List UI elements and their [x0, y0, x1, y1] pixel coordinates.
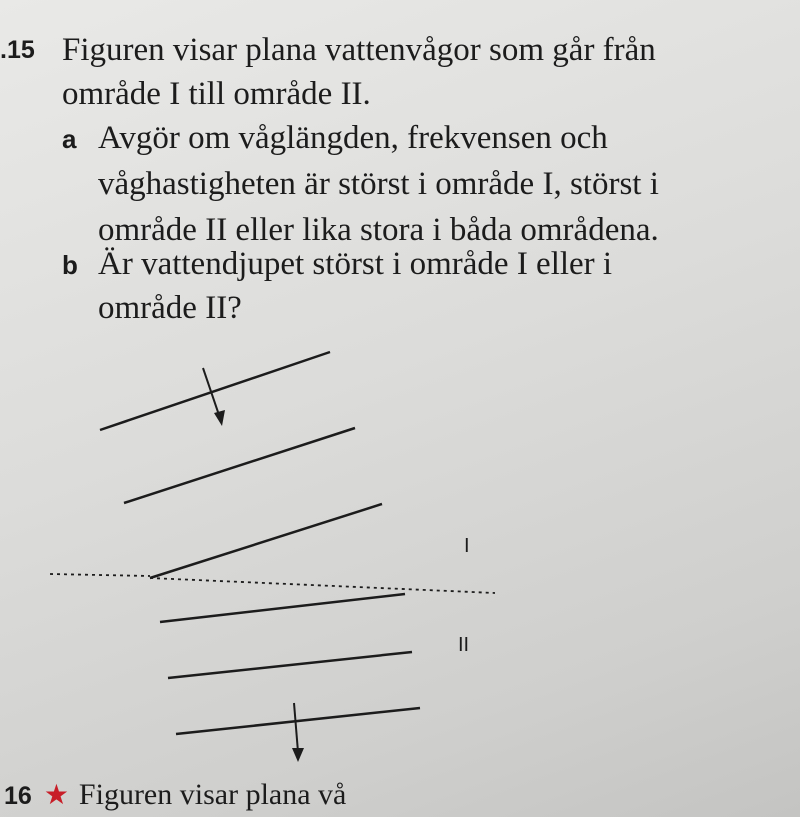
- problem-number: .15: [0, 36, 35, 64]
- wavefront-region-2-c: [176, 708, 420, 734]
- part-b-letter: b: [62, 250, 78, 280]
- part-a-line-1: Avgör om våglängden, frekvensen och: [98, 120, 608, 156]
- wavefront-region-2-b: [168, 652, 412, 678]
- part-a-line-3: område II eller lika stora i båda områdena.: [98, 212, 659, 248]
- part-a-line-2: våghastigheten är störst i område I, störst i: [98, 166, 659, 202]
- boundary-left-dotted: [50, 574, 150, 576]
- region-label-1: I: [464, 535, 470, 557]
- next-problem: [4, 778, 346, 812]
- part-b-line-1: Är vattendjupet störst i område I eller i: [98, 246, 613, 282]
- arrowhead-region-2-icon: [292, 748, 304, 762]
- next-problem-number: 16: [4, 782, 32, 810]
- propagation-ray-region-2: [294, 703, 298, 752]
- wavefront-region-1-c: [150, 504, 382, 578]
- next-problem-text: Figuren visar plana vå: [78, 778, 347, 811]
- region-label-2: II: [458, 634, 470, 656]
- wavefront-region-1-b: [124, 428, 355, 503]
- arrowhead-region-1-icon: [214, 410, 225, 426]
- part-a-letter: a: [62, 124, 77, 154]
- boundary-right-dotted: [150, 578, 495, 593]
- wavefront-region-1-a: [100, 352, 330, 430]
- part-b-line-2: område II?: [98, 290, 242, 326]
- star-icon: ★: [43, 778, 69, 811]
- intro-line-2: område I till område II.: [62, 76, 371, 112]
- wavefront-region-2-a: [160, 594, 405, 622]
- intro-line-1: Figuren visar plana vattenvågor som går från: [62, 32, 656, 68]
